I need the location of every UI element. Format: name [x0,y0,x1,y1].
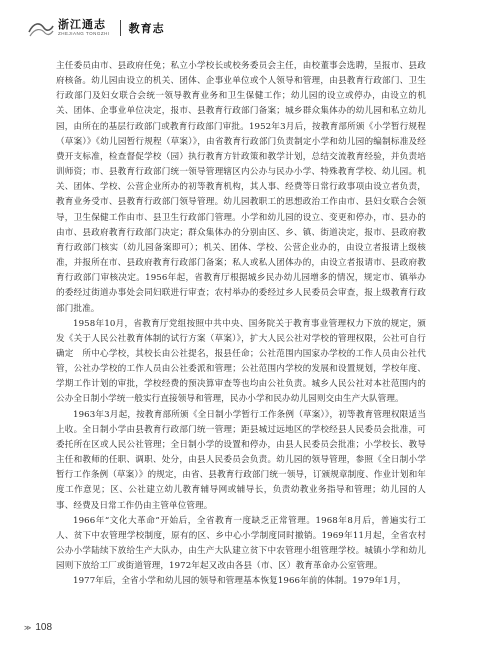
page-header [28,10,452,46]
paragraph: 1977年后，全省小学和幼儿园的领导和管理基本恢复1966年前的体制。1979年1月， [73,576,407,587]
logo-wave-icon [28,18,54,38]
header-divider [120,20,121,36]
logo [28,15,110,41]
page-marker-icon: ≫ [24,624,32,632]
page-number: 108 [35,622,53,633]
paragraph: 主任委员由市、县政府任免；私立小学校长或校务委员会主任，由校董事会选聘，呈报市、县政府核备。幼儿园由设立的机关、团体、企事业单位或个人领导和管理，由县教育行政部门、卫生行政部门及妇女联合会统一领导教育业务和卫生保健工作；幼儿园的设立或停办，由设立的机关、团体、企事业单位决定，报市、县教育行政部门备案；城乡群众集体办的幼儿园和私立幼儿园，由所在的基层行政部门或教育行政部门审批。1952年3月后，按教育部所颁《小学暂行规程（草案）》《幼儿园暂行规程（草案）》，由省教育行政部门负责制定小学和幼儿园的编制标准及经费开支标准，检查督促学校（园）执行教育方针政策和教学计划，总结交流教育经验，并负责培训师资；市、县教育行政部门统一领导管理辖区内公办与民办小学、特殊教育学校、幼儿园。机关、团体、学校、公营企业所办的初等教育机构，其人事、经费等日常行政事项由设立者负责，教育业务受市、县教育行政部门领导管理。幼儿园教职工的思想政治工作由市、县妇女联合会领导，卫生保健工作由市、县卫生行政部门管理。小学和幼儿园的设立、变更和停办，市、县办的由市、县政府教育行政部门决定；群众集体办的分别由区、乡、镇、街道决定，报市、县政府教育行政部门核实（幼儿园备案即可）；机关、团体、学校、公营企业办的，由设立者报请上级核准，并报所在市、县政府教育行政部门备案；私人或私人团体办的，由设立者报请市、县政府教育行政部门审核决定。1956年起，省教育厅根据城乡民办幼儿园增多的情况，规定市、镇举办的委经过街道办事处会同妇联进行审查；农村举办的委经过乡人民委员会审查，报上级教育行政部门批准。 [56,61,426,314]
logo-subtitle: ZHEJIANG TONGZHI [58,31,110,37]
body-text [56,59,426,589]
logo-title: 浙江通志 [58,18,106,32]
paragraph: 1966年“文化大革命”开始后，全省教育一度缺乏正常管理。1968年8月后，普遍实行工人、贫下中农管理学校制度，原有的区、乡中心小学制度同时撤销。1969年11月起，全省农村公办小学陆续下放给生产大队办，由生产大队建立贫下中农管理小组管理学校。城镇小学和幼儿园则下放给工厂或街道管理，1972年起又改由各县（市、区）教育革命办公室管理。 [56,515,426,572]
paragraph: 1958年10月，省教育厅党组按照中共中央、国务院关于教育事业管理权力下放的规定，颁发《关于人民公社教育体制的试行方案（草案）》，扩大人民公社对学校的管理权限，公社可自行确定 所中心学校，其校长由公社提名，报县任命；公社范围内国家办学校的工作人员由公社代管，公社办学校的工作人员由公社委派和管理；公社范围内学校的发展和设置规划，学校年度、学期工作计划的审批，学校经费的预决算审查等也均由公社负责。城乡人民公社对本社范围内的公办全日制小学统一般实行直接领导和管理，民办小学和民办幼儿园则交由生产大队管理。 [56,318,426,405]
paragraph: 1963年3月起，按教育部所颁《全日制小学暂行工作条例（草案）》，初等教育管理权限适当上收。全日制小学由县教育行政部门统一管理；距县城过远地区的学校经县人民委员会批准，可委托所在区或人民公社管理；全日制小学的设置和停办，由县人民委员会批准；小学校长、教导主任和教师的任职、调职、处分，由县人民委员会负责。幼儿园的领导管理，参照《全日制小学暂行工作条例（草案）》的规定，由省、县教育行政部门统一领导，订颁规章制度、作业计划和年度工作意见；区、公社建立幼儿教育辅导网或辅导长，负责幼教业务指导和管理；幼儿园的人事、经费及日常工作仍由主管单位管理。 [56,409,426,511]
section-title: 教育志 [128,22,165,35]
page-footer [24,622,52,633]
